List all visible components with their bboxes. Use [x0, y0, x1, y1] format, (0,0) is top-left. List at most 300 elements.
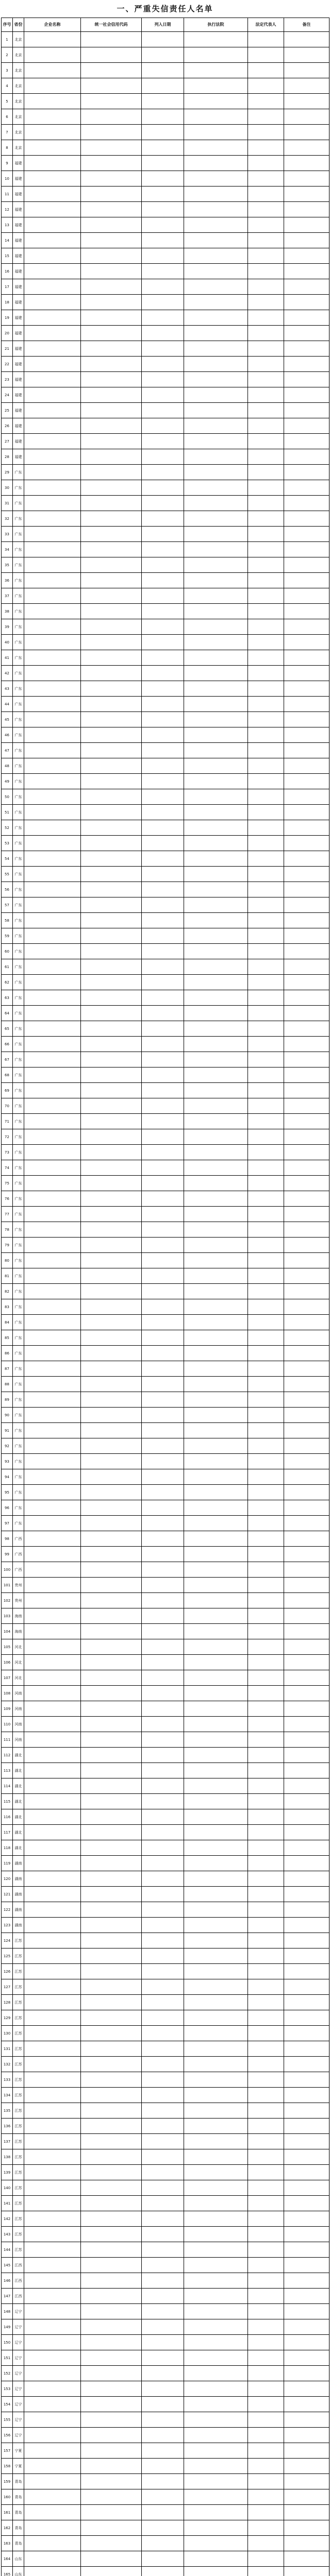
- table-row: [2, 480, 329, 496]
- date-cell: [142, 1485, 184, 1500]
- table-row: [2, 944, 329, 959]
- company-name-cell: [24, 2350, 81, 2366]
- province-cell: 福建: [13, 187, 24, 202]
- date-cell: [142, 1160, 184, 1176]
- credit-code-cell: [81, 279, 142, 295]
- court-cell: [184, 1145, 248, 1160]
- remark-cell: [284, 279, 329, 295]
- company-name-cell: [24, 2227, 81, 2242]
- row-number: 99: [2, 1547, 13, 1562]
- table-row: [2, 990, 329, 1006]
- row-number: 102: [2, 1593, 13, 1608]
- date-cell: [142, 2057, 184, 2072]
- province-cell: 辽宁: [13, 2397, 24, 2412]
- remark-cell: [284, 1887, 329, 1902]
- header-court: 执行法院: [184, 18, 248, 32]
- row-number: 3: [2, 63, 13, 78]
- credit-code-cell: [81, 990, 142, 1006]
- row-number: 122: [2, 1902, 13, 1918]
- row-number: 5: [2, 94, 13, 109]
- credit-code-cell: [81, 372, 142, 387]
- court-cell: [184, 1207, 248, 1222]
- date-cell: [142, 2551, 184, 2567]
- province-cell: 湖南: [13, 1902, 24, 1918]
- company-name-cell: [24, 202, 81, 217]
- row-number: 24: [2, 387, 13, 403]
- remark-cell: [284, 511, 329, 527]
- date-cell: [142, 109, 184, 125]
- company-name-cell: [24, 1067, 81, 1083]
- credit-code-cell: [81, 666, 142, 681]
- date-cell: [142, 820, 184, 836]
- credit-code-cell: [81, 125, 142, 140]
- company-name-cell: [24, 1191, 81, 1207]
- credit-code-cell: [81, 1485, 142, 1500]
- remark-cell: [284, 2134, 329, 2149]
- person-cell: [248, 418, 284, 434]
- table-row: [2, 1330, 329, 1346]
- company-name-cell: [24, 1763, 81, 1778]
- date-cell: [142, 1330, 184, 1346]
- province-cell: 广东: [13, 743, 24, 758]
- court-cell: [184, 2103, 248, 2119]
- date-cell: [142, 295, 184, 310]
- province-cell: 湖北: [13, 1809, 24, 1825]
- date-cell: [142, 650, 184, 666]
- credit-code-cell: [81, 2010, 142, 2026]
- court-cell: [184, 1052, 248, 1067]
- province-cell: 福建: [13, 326, 24, 341]
- row-number: 36: [2, 573, 13, 588]
- credit-code-cell: [81, 2072, 142, 2088]
- table-row: [2, 1547, 329, 1562]
- remark-cell: [284, 1701, 329, 1717]
- company-name-cell: [24, 295, 81, 310]
- province-cell: 青岛: [13, 2536, 24, 2551]
- province-cell: 广东: [13, 697, 24, 712]
- province-cell: 广东: [13, 681, 24, 697]
- remark-cell: [284, 2026, 329, 2041]
- credit-code-cell: [81, 2289, 142, 2304]
- table-row: [2, 1315, 329, 1330]
- remark-cell: [284, 588, 329, 604]
- company-name-cell: [24, 1207, 81, 1222]
- credit-code-cell: [81, 2273, 142, 2289]
- credit-code-cell: [81, 1361, 142, 1377]
- row-number: 84: [2, 1315, 13, 1330]
- company-name-cell: [24, 789, 81, 805]
- remark-cell: [284, 1176, 329, 1191]
- table-row: [2, 310, 329, 326]
- province-cell: 广东: [13, 1083, 24, 1098]
- date-cell: [142, 1717, 184, 1732]
- person-cell: [248, 217, 284, 233]
- company-name-cell: [24, 1686, 81, 1701]
- table-row: [2, 2211, 329, 2227]
- credit-code-cell: [81, 1021, 142, 1037]
- court-cell: [184, 1315, 248, 1330]
- row-number: 66: [2, 1037, 13, 1052]
- company-name-cell: [24, 1578, 81, 1593]
- province-cell: 广东: [13, 851, 24, 867]
- date-cell: [142, 418, 184, 434]
- court-cell: [184, 743, 248, 758]
- date-cell: [142, 2010, 184, 2026]
- table-row: [2, 2258, 329, 2273]
- table-row: [2, 2057, 329, 2072]
- remark-cell: [284, 1948, 329, 1964]
- table-row: [2, 1531, 329, 1547]
- date-cell: [142, 774, 184, 789]
- date-cell: [142, 1423, 184, 1438]
- remark-cell: [284, 1423, 329, 1438]
- court-cell: [184, 1717, 248, 1732]
- person-cell: [248, 1964, 284, 1979]
- table-row: [2, 1516, 329, 1531]
- company-name-cell: [24, 1392, 81, 1408]
- date-cell: [142, 1948, 184, 1964]
- company-name-cell: [24, 1006, 81, 1021]
- court-cell: [184, 2149, 248, 2165]
- row-number: 116: [2, 1809, 13, 1825]
- company-name-cell: [24, 2119, 81, 2134]
- remark-cell: [284, 1516, 329, 1531]
- province-cell: 湖北: [13, 1794, 24, 1809]
- row-number: 64: [2, 1006, 13, 1021]
- credit-code-cell: [81, 2459, 142, 2474]
- date-cell: [142, 2350, 184, 2366]
- province-cell: 广东: [13, 882, 24, 897]
- row-number: 19: [2, 310, 13, 326]
- table-row: [2, 1979, 329, 1995]
- company-name-cell: [24, 1052, 81, 1067]
- table-row: [2, 1825, 329, 1840]
- row-number: 67: [2, 1052, 13, 1067]
- court-cell: [184, 140, 248, 156]
- row-number: 89: [2, 1392, 13, 1408]
- person-cell: [248, 619, 284, 635]
- table-row: [2, 2289, 329, 2304]
- row-number: 97: [2, 1516, 13, 1531]
- remark-cell: [284, 372, 329, 387]
- company-name-cell: [24, 557, 81, 573]
- credit-code-cell: [81, 2505, 142, 2520]
- date-cell: [142, 2072, 184, 2088]
- remark-cell: [284, 1145, 329, 1160]
- remark-cell: [284, 681, 329, 697]
- date-cell: [142, 1021, 184, 1037]
- remark-cell: [284, 2180, 329, 2196]
- table-row: [2, 2366, 329, 2381]
- remark-cell: [284, 1207, 329, 1222]
- credit-code-cell: [81, 2397, 142, 2412]
- row-number: 25: [2, 403, 13, 418]
- credit-code-cell: [81, 295, 142, 310]
- credit-code-cell: [81, 805, 142, 820]
- table-row: [2, 1701, 329, 1717]
- person-cell: [248, 1717, 284, 1732]
- date-cell: [142, 758, 184, 774]
- date-cell: [142, 975, 184, 990]
- company-name-cell: [24, 2366, 81, 2381]
- row-number: 46: [2, 727, 13, 743]
- province-cell: 广东: [13, 511, 24, 527]
- date-cell: [142, 2443, 184, 2459]
- credit-code-cell: [81, 743, 142, 758]
- date-cell: [142, 928, 184, 944]
- date-cell: [142, 1052, 184, 1067]
- court-cell: [184, 789, 248, 805]
- row-number: 151: [2, 2350, 13, 2366]
- credit-code-cell: [81, 1423, 142, 1438]
- province-cell: 辽宁: [13, 2304, 24, 2319]
- table-row: [2, 449, 329, 465]
- province-cell: 贵州: [13, 1578, 24, 1593]
- remark-cell: [284, 2072, 329, 2088]
- remark-cell: [284, 882, 329, 897]
- table-row: [2, 1392, 329, 1408]
- court-cell: [184, 32, 248, 47]
- company-name-cell: [24, 1794, 81, 1809]
- remark-cell: [284, 2289, 329, 2304]
- person-cell: [248, 573, 284, 588]
- row-number: 45: [2, 712, 13, 727]
- province-cell: 河南: [13, 1717, 24, 1732]
- person-cell: [248, 1748, 284, 1763]
- date-cell: [142, 2489, 184, 2505]
- date-cell: [142, 944, 184, 959]
- credit-code-cell: [81, 357, 142, 372]
- date-cell: [142, 1686, 184, 1701]
- credit-code-cell: [81, 1531, 142, 1547]
- province-cell: 广东: [13, 604, 24, 619]
- court-cell: [184, 2026, 248, 2041]
- credit-code-cell: [81, 140, 142, 156]
- credit-code-cell: [81, 310, 142, 326]
- credit-code-cell: [81, 820, 142, 836]
- row-number: 96: [2, 1500, 13, 1516]
- table-row: [2, 496, 329, 511]
- company-name-cell: [24, 681, 81, 697]
- company-name-cell: [24, 1918, 81, 1933]
- credit-code-cell: [81, 1315, 142, 1330]
- person-cell: [248, 1948, 284, 1964]
- remark-cell: [284, 1639, 329, 1655]
- credit-code-cell: [81, 712, 142, 727]
- person-cell: [248, 1778, 284, 1794]
- province-cell: 广东: [13, 990, 24, 1006]
- person-cell: [248, 1578, 284, 1593]
- province-cell: 宁夏: [13, 2459, 24, 2474]
- company-name-cell: [24, 990, 81, 1006]
- row-number: 160: [2, 2489, 13, 2505]
- row-number: 147: [2, 2289, 13, 2304]
- header-no: 序号: [2, 18, 13, 32]
- person-cell: [248, 1408, 284, 1423]
- remark-cell: [284, 63, 329, 78]
- person-cell: [248, 310, 284, 326]
- credit-code-cell: [81, 187, 142, 202]
- credit-code-cell: [81, 2335, 142, 2350]
- table-row: [2, 1918, 329, 1933]
- row-number: 112: [2, 1748, 13, 1763]
- date-cell: [142, 1500, 184, 1516]
- person-cell: [248, 2459, 284, 2474]
- credit-code-cell: [81, 1840, 142, 1856]
- remark-cell: [284, 217, 329, 233]
- province-cell: 江苏: [13, 2057, 24, 2072]
- credit-code-cell: [81, 2026, 142, 2041]
- credit-code-cell: [81, 882, 142, 897]
- province-cell: 湖南: [13, 1887, 24, 1902]
- credit-code-cell: [81, 1624, 142, 1639]
- credit-code-cell: [81, 2381, 142, 2397]
- person-cell: [248, 1670, 284, 1686]
- remark-cell: [284, 465, 329, 480]
- person-cell: [248, 171, 284, 187]
- company-name-cell: [24, 418, 81, 434]
- date-cell: [142, 465, 184, 480]
- credit-code-cell: [81, 1268, 142, 1284]
- court-cell: [184, 1361, 248, 1377]
- table-row: [2, 1578, 329, 1593]
- court-cell: [184, 2319, 248, 2335]
- credit-code-cell: [81, 2134, 142, 2149]
- date-cell: [142, 32, 184, 47]
- row-number: 38: [2, 604, 13, 619]
- person-cell: [248, 712, 284, 727]
- remark-cell: [284, 1238, 329, 1253]
- table-row: [2, 1933, 329, 1948]
- credit-code-cell: [81, 1191, 142, 1207]
- court-cell: [184, 727, 248, 743]
- person-cell: [248, 805, 284, 820]
- credit-code-cell: [81, 697, 142, 712]
- date-cell: [142, 789, 184, 805]
- row-number: 20: [2, 326, 13, 341]
- row-number: 9: [2, 156, 13, 171]
- credit-code-cell: [81, 511, 142, 527]
- court-cell: [184, 1191, 248, 1207]
- table-row: [2, 1562, 329, 1578]
- row-number: 153: [2, 2381, 13, 2397]
- row-number: 13: [2, 217, 13, 233]
- court-cell: [184, 1253, 248, 1268]
- province-cell: 北京: [13, 109, 24, 125]
- province-cell: 江西: [13, 2258, 24, 2273]
- company-name-cell: [24, 1361, 81, 1377]
- company-name-cell: [24, 2103, 81, 2119]
- table-row: [2, 326, 329, 341]
- court-cell: [184, 372, 248, 387]
- credit-code-cell: [81, 619, 142, 635]
- court-cell: [184, 2443, 248, 2459]
- court-cell: [184, 542, 248, 557]
- company-name-cell: [24, 2397, 81, 2412]
- credit-code-cell: [81, 434, 142, 449]
- date-cell: [142, 990, 184, 1006]
- person-cell: [248, 2428, 284, 2443]
- row-number: 119: [2, 1856, 13, 1871]
- court-cell: [184, 758, 248, 774]
- company-name-cell: [24, 1639, 81, 1655]
- person-cell: [248, 2196, 284, 2211]
- date-cell: [142, 2134, 184, 2149]
- person-cell: [248, 2443, 284, 2459]
- remark-cell: [284, 2397, 329, 2412]
- credit-code-cell: [81, 635, 142, 650]
- row-number: 8: [2, 140, 13, 156]
- date-cell: [142, 387, 184, 403]
- person-cell: [248, 1423, 284, 1438]
- court-cell: [184, 2273, 248, 2289]
- remark-cell: [284, 1469, 329, 1485]
- court-cell: [184, 619, 248, 635]
- province-cell: 广东: [13, 1052, 24, 1067]
- province-cell: 江苏: [13, 2088, 24, 2103]
- table-row: [2, 727, 329, 743]
- remark-cell: [284, 635, 329, 650]
- credit-code-cell: [81, 2103, 142, 2119]
- person-cell: [248, 604, 284, 619]
- credit-code-cell: [81, 1763, 142, 1778]
- row-number: 75: [2, 1176, 13, 1191]
- credit-code-cell: [81, 2366, 142, 2381]
- remark-cell: [284, 604, 329, 619]
- row-number: 42: [2, 666, 13, 681]
- company-name-cell: [24, 1284, 81, 1299]
- person-cell: [248, 1871, 284, 1887]
- remark-cell: [284, 2165, 329, 2180]
- province-cell: 广西: [13, 1562, 24, 1578]
- remark-cell: [284, 1021, 329, 1037]
- credit-code-cell: [81, 604, 142, 619]
- company-name-cell: [24, 805, 81, 820]
- province-cell: 广东: [13, 1392, 24, 1408]
- row-number: 131: [2, 2041, 13, 2057]
- person-cell: [248, 650, 284, 666]
- province-cell: 福建: [13, 341, 24, 357]
- province-cell: 湖北: [13, 1778, 24, 1794]
- company-name-cell: [24, 2381, 81, 2397]
- row-number: 106: [2, 1655, 13, 1670]
- row-number: 113: [2, 1763, 13, 1778]
- province-cell: 广东: [13, 789, 24, 805]
- person-cell: [248, 387, 284, 403]
- court-cell: [184, 650, 248, 666]
- province-cell: 福建: [13, 449, 24, 465]
- company-name-cell: [24, 666, 81, 681]
- person-cell: [248, 2026, 284, 2041]
- table-row: [2, 1624, 329, 1639]
- date-cell: [142, 357, 184, 372]
- remark-cell: [284, 1809, 329, 1825]
- court-cell: [184, 78, 248, 94]
- date-cell: [142, 156, 184, 171]
- credit-code-cell: [81, 851, 142, 867]
- company-name-cell: [24, 1948, 81, 1964]
- date-cell: [142, 697, 184, 712]
- table-row: [2, 1377, 329, 1392]
- province-cell: 江苏: [13, 2103, 24, 2119]
- person-cell: [248, 32, 284, 47]
- remark-cell: [284, 959, 329, 975]
- date-cell: [142, 1593, 184, 1608]
- remark-cell: [284, 233, 329, 248]
- province-cell: 河南: [13, 1686, 24, 1701]
- company-name-cell: [24, 2536, 81, 2551]
- province-cell: 辽宁: [13, 2366, 24, 2381]
